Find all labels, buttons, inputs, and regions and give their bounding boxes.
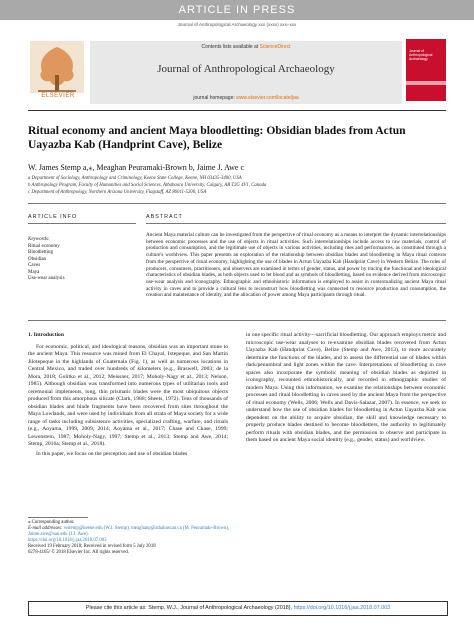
citation-prefix: Please cite this article as: Stemp, W.J., Journal of Anthropological Archaeology (2018), xyxy=(85,605,293,611)
header-divider xyxy=(28,110,446,111)
keyword: Caves xyxy=(28,263,41,269)
keyword: Bloodletting xyxy=(28,250,53,256)
meta-divider xyxy=(28,203,446,204)
footnotes xyxy=(28,520,238,556)
abstract-rule xyxy=(146,223,446,224)
abstract-heading: ABSTRACT xyxy=(146,214,183,220)
keyword: Ritual economy xyxy=(28,244,60,249)
contents-prefix: Contents lists available at xyxy=(201,44,259,50)
keyword: Obsidian xyxy=(28,256,47,262)
section-heading-introduction: 1. Introduction xyxy=(28,332,64,338)
affiliation-a: a Department of Sociology, Anthropology and Criminology, Keene State College, Keene, NH 03435-3400, USA xyxy=(28,176,242,181)
keyword: Maya xyxy=(28,269,40,275)
keywords-label: Keywords: xyxy=(28,237,50,242)
body-right-column xyxy=(246,332,446,447)
article-info-heading: ARTICLE INFO xyxy=(28,214,78,220)
email-label: E-mail addresses: xyxy=(28,526,63,531)
cover-stripe xyxy=(406,81,446,85)
body-left-column xyxy=(28,332,228,460)
journal-cite-line: Journal of Anthropological Archaeology xxx (xxxx) xxx–xxx xyxy=(177,22,297,27)
publisher-name: ELSEVIER xyxy=(41,93,75,99)
article-in-press-banner: ARTICLE IN PRESS xyxy=(0,0,474,20)
abstract-text: Ancient Maya material culture can be investigated from the perspective of ritual economy as a means to interpret the dynamic interrelationships between economic processes and the use of objects in ritual activities. Such interrelationships include access to raw materials, control of production and consumption, and the legitimate use of objects in various activities, including rites and performances, as constituted through a culture's worldview. This paper presents an exploration of the relationship between obsidian blades and bloodletting in Maya ritual contexts from the perspective of ritual economy, highlighting the use of blades in Actun Uayazba Kab (Handprint Cave) in Western Belize. The roles of producers, consumers, practitioners, and observers are examined in terms of gender, status, and power by tracing the functional and ideological characteristics of obsidian blades, as both objects used to let blood and as symbols of bloodletting, based on evidence derived from microscopic use-wear analysis and iconography. Ethnographic and ethnohistoric information is employed to assist in contextualizing ancient Maya ritual activity in caves and to provide a cultural lens to reconstruct how bloodletting was connected to resource production and consumption, the creation and maintenance of identity, and the allocation of power among Maya participants through ritual. xyxy=(146,232,446,299)
footnote-rule xyxy=(28,517,88,518)
email-line xyxy=(28,526,238,538)
journal-cover-thumbnail xyxy=(406,39,446,101)
homepage-link[interactable]: www.elsevier.com/locate/jaa xyxy=(236,95,299,101)
journal-header xyxy=(28,33,446,107)
body-paragraph: In this paper, we focus on the perception and use of obsidian blades xyxy=(36,450,188,457)
email-addresses[interactable]: wstemp@keene.edu (W.J. Stemp), meaghanp@athabascau.ca (M. Peuramaki-Brown), Jaime.awe@nau.edu (J.J. Awe). xyxy=(28,526,230,537)
article-info-rule xyxy=(28,223,136,224)
body-divider xyxy=(28,320,446,321)
citation-footer xyxy=(28,601,448,616)
body-paragraph: in one specific ritual activity—sacrificial bloodletting. Our approach employs metric and microscopic use-wear analyses to re-examine obsidian blades recovered from Actun Uayazba Kab (Handprint Cave), Belize (Stemp and Awe, 2013), to more accurately determine the functions of the blades, and to assess the differential use of blades within dark/penumbral and light zones within the cave. Interpretations of bloodletting in cave spaces also incorporate the symbolic meaning of obsidian blades as depicted in iconography, recounted ethnohistorically, and recorded in ethnographic studies of modern Maya. Using this information, we examine the relationships between economic processes and ritual bloodletting in caves used by the ancient Maya from the perspective of ritual economy (Wells, 2006; Wells and Davis-Salazar, 2007). In essence, we seek to understand how the use of obsidian blades for bloodletting in Actun Uayazba Kab was dependent on the ability to acquire obsidian, the skill and knowledge necessary to properly produce blades destined to become bloodletters, the authority to legitimately perform rituals with obsidian blades, and the permission to observe and participate in them based on ancient Maya social identity (e.g., gender, status) and worldview. xyxy=(246,332,446,443)
contents-box xyxy=(90,41,402,104)
homepage-prefix: journal homepage: xyxy=(193,95,235,101)
keywords-list xyxy=(28,244,128,282)
homepage-line xyxy=(90,95,402,101)
affiliation-c: c Department of Anthropology, Northern Arizona University, Flagstaff, AZ 86011-5200, USA xyxy=(28,190,207,195)
corresponding-author-note: ⁎ Corresponding author. xyxy=(28,520,75,525)
contents-line xyxy=(90,44,402,50)
sciencedirect-link[interactable]: ScienceDirect xyxy=(259,44,291,50)
received-dates: Received 19 February 2018; Received in revised form 5 July 2018 xyxy=(28,544,156,549)
author-list: W. James Stemp a,⁎, Meaghan Peuramaki-Brown b, Jaime J. Awe c xyxy=(28,163,245,172)
keyword: Use-wear analysis xyxy=(28,276,65,282)
elsevier-tree-logo-icon xyxy=(28,39,86,101)
citation-doi-link[interactable]: https://doi.org/10.1016/j.jaa.2018.07.003 xyxy=(293,605,391,611)
doi-link[interactable]: https://doi.org/10.1016/j.jaa.2018.07.003 xyxy=(28,538,107,543)
body-paragraph: For economic, political, and ideological reasons, obsidian was an important stone to the ancient Maya. This resource was mined from El Chayal, Ixtepeque, and San Martín Jilotepeque in the highlands of Guatemala (Fig. 1), as well as numerous locations in Central Mexico, and traded over hundreds of kilometers (e.g., Braswell, 2003; de la Mora, 2018; Golitko et al., 2012; Meissner, 2017; Moholy-Nagy et al., 2013; Nelson, 1985). Although obsidian was transformed into numerous types of utilitarian tools and ceremonial implements, long, thin prismatic blades were the most ubiquitous objects produced from this amorphous silicate (Clark, 1988; Sheets, 1972). Tens of thousands of obsidian blades and blade fragments have been recovered from sites throughout the Maya Lowlands, and were used by individuals from all strata of Maya society for a wide range of tasks including subsistence activities, specialized crafting, warfare, and rituals (e.g., Aoyama, 1999, 2009, 2014; Aoyama et al., 2017; Chase and Chase, 1999; Lewenstein, 1987; Moholy-Nagy, 1997; Stemp et al., 2013; Stemp and Awe, 2014; Stemp, 2016a; Stemp et al., 2018). xyxy=(28,343,228,447)
issn-copyright: 0278-4165/ © 2018 Elsevier Inc. All rights reserved. xyxy=(28,550,130,555)
article-title: Ritual economy and ancient Maya bloodletting: Obsidian blades from Actun Uayazba Kab (Handprint Cave), Belize xyxy=(28,124,406,151)
journal-title: Journal of Anthropological Archaeology xyxy=(157,63,335,75)
cover-title: Journal of Anthropological Archaeology xyxy=(409,49,433,61)
affiliation-b: b Anthropology Program, Faculty of Humanities and Social Sciences, Athabasca University, Calgary, AB T2G 4V1, Canada xyxy=(28,183,267,188)
